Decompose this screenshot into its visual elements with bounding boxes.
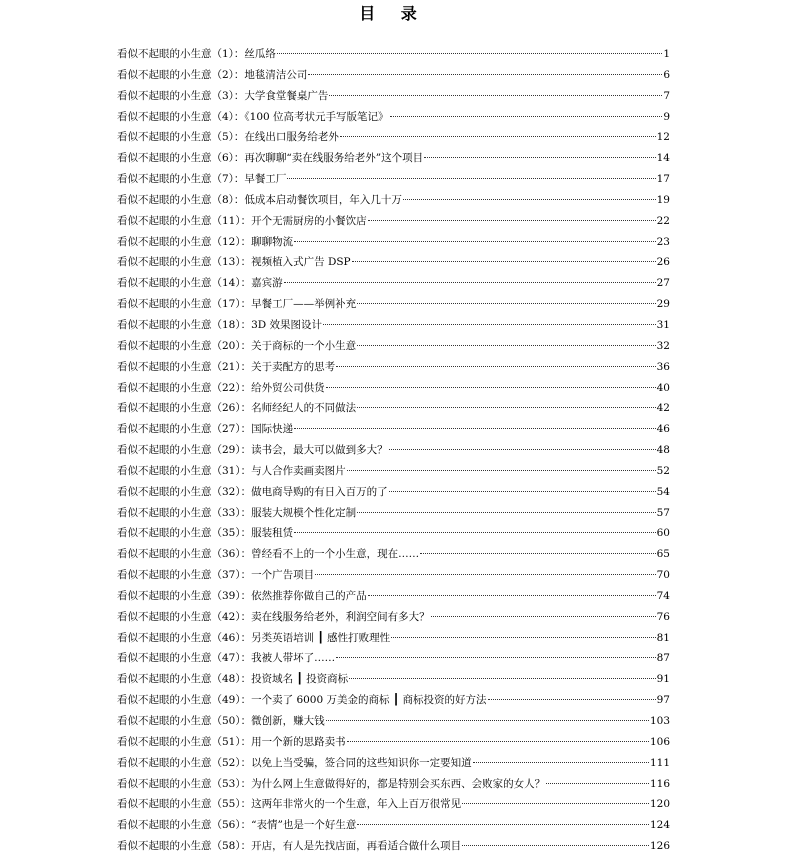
toc-entry[interactable]: [117, 273, 670, 294]
dot-leader: [357, 512, 656, 513]
toc-entry[interactable]: [117, 836, 670, 857]
toc-entry[interactable]: [117, 336, 670, 357]
toc-entry[interactable]: [117, 523, 670, 544]
dot-leader: [424, 157, 655, 158]
toc-entry[interactable]: [117, 565, 670, 586]
toc-entry-title: 看似不起眼的小生意（55）：这两年非常火的一个生意，年入上百万很常见: [117, 798, 462, 811]
dot-leader: [420, 553, 656, 554]
toc-entry[interactable]: [117, 482, 670, 503]
toc-entry-title: 看似不起眼的小生意（20）：关于商标的一个小生意: [117, 339, 357, 352]
toc-entry-title: 看似不起眼的小生意（56）：“表情”也是一个好生意: [117, 819, 357, 832]
toc-entry-page-number: 74: [656, 589, 670, 602]
toc-entry-page-number: 46: [656, 423, 670, 436]
toc-entry-page-number: 87: [656, 652, 670, 665]
dot-leader: [294, 428, 656, 429]
toc-entry[interactable]: [117, 669, 670, 690]
dot-leader: [308, 74, 662, 75]
toc-entry-title: 看似不起眼的小生意（37）：一个广告项目: [117, 569, 315, 582]
toc-entry-page-number: 31: [656, 318, 670, 331]
toc-entry-page-number: 116: [649, 777, 670, 790]
dot-leader: [390, 116, 663, 117]
toc-entry[interactable]: [117, 211, 670, 232]
toc-entry[interactable]: [117, 774, 670, 795]
dot-leader: [294, 532, 656, 533]
toc-entry-page-number: 76: [656, 610, 670, 623]
toc-entry-page-number: 91: [656, 673, 670, 686]
toc-entry[interactable]: [117, 252, 670, 273]
page-title: 目 录: [359, 4, 427, 23]
toc-entry[interactable]: [117, 315, 670, 336]
toc-entry[interactable]: [117, 711, 670, 732]
toc-entry[interactable]: [117, 544, 670, 565]
toc-entry[interactable]: [117, 190, 670, 211]
toc-entry-title: 看似不起眼的小生意（21）：关于卖配方的思考: [117, 360, 336, 373]
toc-entry-title: 看似不起眼的小生意（36）：曾经看不上的一个小生意，现在……: [117, 548, 420, 561]
toc-entry-page-number: 1: [663, 48, 670, 60]
dot-leader: [403, 199, 656, 200]
toc-entry-title: 看似不起眼的小生意（39）：依然推荐你做自己的产品: [117, 589, 367, 602]
dot-leader: [473, 762, 649, 763]
dot-leader: [340, 136, 656, 137]
toc-entry[interactable]: [117, 815, 670, 836]
dot-leader: [347, 470, 656, 471]
toc-entry-title: 看似不起眼的小生意（46）：另类英语培训 ┃ 感性打败理性: [117, 631, 391, 644]
toc-entry-page-number: 81: [656, 631, 670, 644]
toc-entry-title: 看似不起眼的小生意（17）：早餐工厂——举例补充: [117, 298, 357, 311]
toc-entry[interactable]: [117, 586, 670, 607]
dot-leader: [389, 449, 656, 450]
toc-entry-page-number: 29: [656, 298, 670, 311]
toc-entry-page-number: 54: [656, 485, 670, 498]
toc-entry[interactable]: [117, 107, 670, 128]
table-of-contents: [117, 44, 670, 857]
dot-leader: [294, 241, 656, 242]
toc-entry[interactable]: [117, 44, 670, 65]
dot-leader: [336, 657, 656, 658]
dot-leader: [391, 637, 656, 638]
dot-leader: [389, 491, 656, 492]
dot-leader: [336, 366, 656, 367]
toc-entry-page-number: 26: [656, 256, 670, 269]
toc-entry-page-number: 22: [656, 214, 670, 227]
toc-entry-page-number: 97: [656, 694, 670, 707]
dot-leader: [546, 783, 649, 784]
toc-entry[interactable]: [117, 398, 670, 419]
toc-entry-page-number: 7: [663, 89, 670, 102]
dot-leader: [357, 345, 656, 346]
toc-entry-page-number: 57: [656, 506, 670, 519]
dot-leader: [488, 699, 656, 700]
toc-entry[interactable]: [117, 440, 670, 461]
toc-entry-title: 看似不起眼的小生意（58）：开店，有人是先找店面，再看适合做什么项目: [117, 840, 462, 853]
toc-entry-page-number: 9: [663, 110, 670, 123]
toc-entry-page-number: 60: [656, 527, 670, 540]
toc-entry[interactable]: [117, 690, 670, 711]
toc-entry-page-number: 70: [656, 569, 670, 582]
toc-entry[interactable]: [117, 169, 670, 190]
toc-entry-title: 看似不起眼的小生意（29）：读书会，最大可以做到多大？: [117, 444, 388, 457]
toc-entry-page-number: 124: [649, 819, 670, 832]
toc-entry[interactable]: [117, 378, 670, 399]
toc-entry-page-number: 32: [656, 339, 670, 352]
toc-entry-title: 看似不起眼的小生意（22）：给外贸公司供货: [117, 381, 325, 394]
toc-entry-title: 看似不起眼的小生意（5）：在线出口服务给老外: [117, 131, 339, 144]
toc-entry-title: 看似不起眼的小生意（26）：名师经纪人的不同做法: [117, 402, 357, 415]
toc-entry-title: 看似不起眼的小生意（42）：卖在线服务给老外，利润空间有多大？: [117, 610, 430, 623]
toc-entry-page-number: 111: [649, 756, 670, 769]
toc-entry-title: 看似不起眼的小生意（8）：低成本启动餐饮项目，年入几十万: [117, 193, 402, 206]
toc-entry-title: 看似不起眼的小生意（4）：《100 位高考状元手写版笔记》: [117, 110, 389, 123]
toc-entry-title: 看似不起眼的小生意（31）：与人合作卖画卖图片: [117, 464, 346, 477]
toc-entry-title: 看似不起眼的小生意（49）：一个卖了 6000 万美金的商标 ┃ 商标投资的好方法: [117, 694, 487, 707]
toc-entry-title: 看似不起眼的小生意（51）：用一个新的思路卖书: [117, 735, 346, 748]
toc-entry-title: 看似不起眼的小生意（2）：地毯清洁公司: [117, 68, 308, 81]
toc-entry-page-number: 27: [656, 277, 670, 290]
toc-entry-page-number: 52: [656, 464, 670, 477]
toc-entry-title: 看似不起眼的小生意（6）：再次聊聊“卖在线服务给老外”这个项目: [117, 152, 424, 165]
toc-entry[interactable]: [117, 607, 670, 628]
toc-entry-page-number: 19: [656, 193, 670, 206]
toc-entry-page-number: 14: [656, 152, 670, 165]
toc-entry[interactable]: [117, 294, 670, 315]
dot-leader: [323, 324, 656, 325]
dot-leader: [277, 53, 662, 54]
toc-entry-page-number: 6: [663, 68, 670, 81]
toc-entry-title: 看似不起眼的小生意（52）：以免上当受骗，签合同的这些知识你一定要知道: [117, 756, 472, 769]
dot-leader: [287, 178, 655, 179]
toc-entry[interactable]: [117, 732, 670, 753]
toc-entry-page-number: 12: [656, 131, 670, 144]
toc-entry-title: 看似不起眼的小生意（47）：我被人带坏了……: [117, 652, 336, 665]
dot-leader: [349, 678, 656, 679]
toc-entry[interactable]: [117, 127, 670, 148]
toc-entry[interactable]: [117, 148, 670, 169]
toc-entry-page-number: 17: [656, 173, 670, 186]
toc-entry-title: 看似不起眼的小生意（33）：服装大规模个性化定制: [117, 506, 357, 519]
dot-leader: [352, 261, 656, 262]
toc-entry[interactable]: [117, 628, 670, 649]
toc-entry[interactable]: [117, 648, 670, 669]
toc-entry-title: 看似不起眼的小生意（12）：聊聊物流: [117, 235, 294, 248]
toc-entry-page-number: 40: [656, 381, 670, 394]
toc-entry-title: 看似不起眼的小生意（48）：投资域名 ┃ 投资商标: [117, 673, 349, 686]
dot-leader: [284, 282, 656, 283]
dot-leader: [368, 220, 656, 221]
dot-leader: [368, 595, 656, 596]
dot-leader: [357, 303, 656, 304]
dot-leader: [462, 845, 649, 846]
toc-entry[interactable]: [117, 357, 670, 378]
toc-entry-title: 看似不起眼的小生意（3）：大学食堂餐桌广告: [117, 89, 329, 102]
toc-entry[interactable]: [117, 753, 670, 774]
dot-leader: [326, 720, 649, 721]
toc-entry-title: 看似不起眼的小生意（14）：嘉宾游: [117, 277, 283, 290]
toc-entry-page-number: 103: [649, 715, 670, 727]
toc-entry-title: 看似不起眼的小生意（18）：3D 效果图设计: [117, 318, 323, 331]
toc-entry-page-number: 120: [649, 798, 670, 811]
toc-entry-title: 看似不起眼的小生意（7）：早餐工厂: [117, 173, 287, 186]
toc-entry-title: 看似不起眼的小生意（1）：丝瓜络: [117, 48, 276, 60]
toc-entry-title: 看似不起眼的小生意（13）：视频植入式广告 DSP: [117, 256, 351, 269]
toc-entry-page-number: 42: [656, 402, 670, 415]
dot-leader: [462, 803, 649, 804]
toc-entry-page-number: 65: [656, 548, 670, 561]
toc-entry-title: 看似不起眼的小生意（11）：开个无需厨房的小餐饮店: [117, 214, 367, 227]
toc-entry-title: 看似不起眼的小生意（35）：服装租赁: [117, 527, 294, 540]
toc-entry-title: 看似不起眼的小生意（50）：微创新，赚大钱: [117, 715, 325, 727]
toc-entry-page-number: 23: [656, 235, 670, 248]
toc-entry-title: 看似不起眼的小生意（27）：国际快递: [117, 423, 294, 436]
toc-entry[interactable]: [117, 86, 670, 107]
toc-entry[interactable]: [117, 503, 670, 524]
toc-entry-page-number: 36: [656, 360, 670, 373]
dot-leader: [347, 741, 649, 742]
dot-leader: [326, 387, 656, 388]
dot-leader: [431, 616, 656, 617]
toc-entry[interactable]: [117, 232, 670, 253]
toc-entry[interactable]: [117, 419, 670, 440]
toc-entry-page-number: 48: [656, 444, 670, 457]
dot-leader: [329, 95, 662, 96]
dot-leader: [315, 574, 656, 575]
dot-leader: [357, 407, 656, 408]
toc-entry[interactable]: [117, 794, 670, 815]
toc-entry[interactable]: [117, 461, 670, 482]
toc-entry-page-number: 126: [649, 840, 670, 853]
dot-leader: [357, 824, 649, 825]
toc-entry-title: 看似不起眼的小生意（53）：为什么网上生意做得好的，都是特别会买东西、会败家的女人？: [117, 777, 546, 790]
toc-entry[interactable]: [117, 65, 670, 86]
toc-entry-title: 看似不起眼的小生意（32）：做电商导购的有日入百万的了: [117, 485, 388, 498]
toc-entry-page-number: 106: [649, 735, 670, 748]
